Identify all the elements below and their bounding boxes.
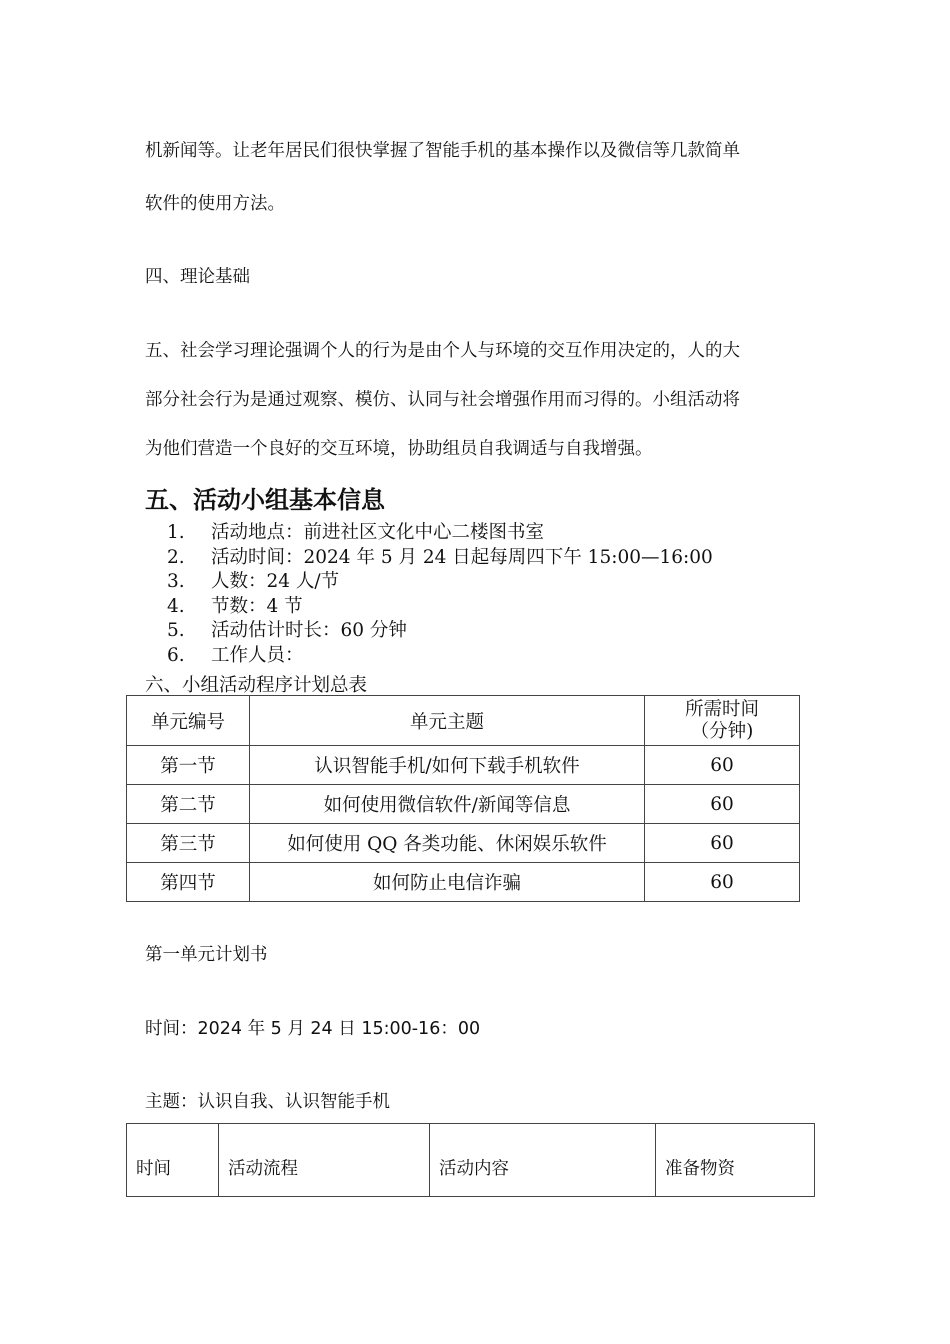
table-header-cell: 准备物资 xyxy=(656,1124,815,1197)
section-6-title: 六、小组活动程序计划总表 xyxy=(145,675,368,696)
table-header-row xyxy=(127,696,800,746)
program-plan-table xyxy=(126,695,800,902)
list-item: 4. 节数：4 节 xyxy=(167,595,303,617)
table-header-cell: 单元主题 xyxy=(250,696,645,746)
unit-1-topic: 主题：认识自我、认识智能手机 xyxy=(145,1092,390,1112)
section-5-title: 五、活动小组基本信息 xyxy=(145,486,385,514)
table-header-cell: 所需时间 （分钟) xyxy=(645,696,800,746)
table-header-row xyxy=(127,1124,815,1197)
paragraph-line: 部分社会行为是通过观察、模仿、认同与社会增强作用而习得的。小组活动将 xyxy=(145,390,740,410)
list-item: 2. 活动时间：2024 年 5 月 24 日起每周四下午 15:00—16:00 xyxy=(167,546,713,568)
table-header-cell: 单元编号 xyxy=(127,696,250,746)
table-header-cell: 时间 xyxy=(127,1124,219,1197)
list-item: 6. 工作人员： xyxy=(167,644,304,666)
unit-1-plan-table xyxy=(126,1123,815,1197)
table-row: 第四节 如何防止电信诈骗 60 xyxy=(127,863,800,902)
paragraph-line: 软件的使用方法。 xyxy=(145,194,285,214)
table-row: 第三节 如何使用 QQ 各类功能、休闲娱乐软件 60 xyxy=(127,824,800,863)
list-item: 1. 活动地点：前进社区文化中心二楼图书室 xyxy=(167,522,545,543)
table-header-cell: 活动流程 xyxy=(219,1124,430,1197)
section-heading-4: 四、理论基础 xyxy=(145,267,250,287)
paragraph-line: 机新闻等。让老年居民们很快掌握了智能手机的基本操作以及微信等几款简单 xyxy=(145,141,740,161)
paragraph-line: 五、社会学习理论强调个人的行为是由个人与环境的交互作用决定的，人的大 xyxy=(145,341,740,361)
table-header-cell: 活动内容 xyxy=(430,1124,656,1197)
table-row: 第一节 认识智能手机/如何下载手机软件 60 xyxy=(127,746,800,785)
unit-1-time: 时间：2024 年 5 月 24 日 15:00-16：00 xyxy=(145,1019,481,1039)
list-item: 5. 活动估计时长：60 分钟 xyxy=(167,620,407,642)
table-row: 第二节 如何使用微信软件/新闻等信息 60 xyxy=(127,785,800,824)
unit-1-title: 第一单元计划书 xyxy=(145,945,268,965)
list-item: 3. 人数：24 人/节 xyxy=(167,571,340,593)
basic-info-list xyxy=(145,521,713,669)
paragraph-line: 为他们营造一个良好的交互环境，协助组员自我调适与自我增强。 xyxy=(145,439,653,459)
